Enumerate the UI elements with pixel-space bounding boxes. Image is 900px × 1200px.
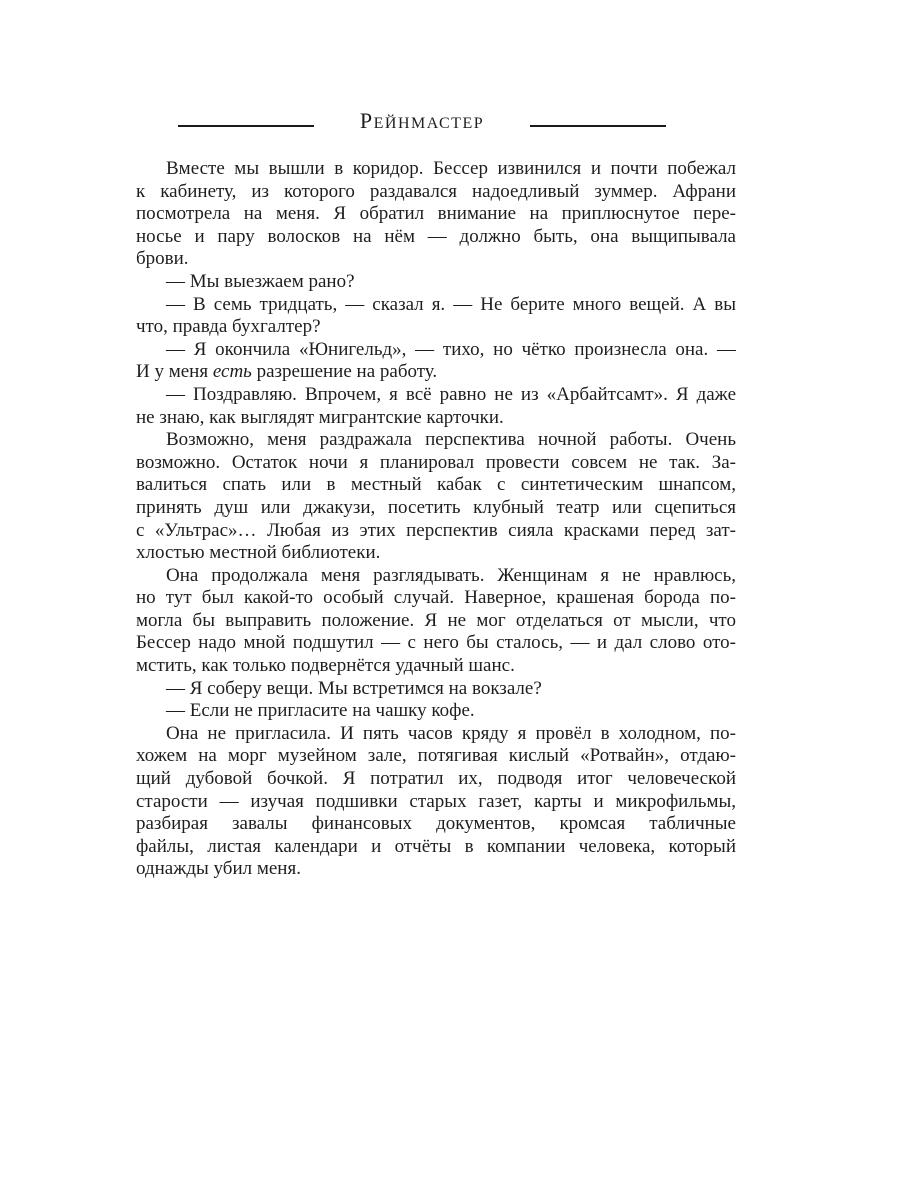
text-line: — Я соберу вещи. Мы встретимся на вокзале? xyxy=(166,677,542,699)
text-line: — Я окончила «Юнигельд», — тихо, но чётко произнесла она. — xyxy=(166,338,736,360)
text-line: мстить, как только подвернётся удачный шанс. xyxy=(136,655,515,677)
text-line: Возможно, меня раздражала перспектива ночной работы. Очень xyxy=(166,429,736,451)
text-line: с «Ультрас»… Любая из этих перспектив сияла красками перед зат- xyxy=(136,519,736,541)
text-line: брови. xyxy=(136,248,189,270)
text-line: посмотрела на меня. Я обратил внимание на приплюснутое пере- xyxy=(136,203,736,225)
text-line: валиться спать или в местный кабак с синтетическим шнапсом, xyxy=(136,474,736,496)
text-line: Вместе мы вышли в коридор. Бессер извинился и почти побежал xyxy=(166,158,736,179)
running-header xyxy=(122,108,722,134)
text-line: принять душ или джакузи, посетить клубный театр или сцепиться xyxy=(136,496,736,518)
running-header-title-initial: Р xyxy=(359,108,374,133)
paragraph xyxy=(136,700,736,723)
text-line: однажды убил меня. xyxy=(136,858,301,880)
header-rule-right xyxy=(530,125,666,127)
paragraph xyxy=(136,565,736,678)
paragraph xyxy=(136,158,736,271)
text-line: носье и пару волосков на нём — должно быть, она выщипывала xyxy=(136,225,736,247)
header-rule-left xyxy=(178,125,314,127)
text-line: разбирая завалы финансовых документов, кромсая табличные xyxy=(136,813,736,835)
text-line: хожем на морг музейном зале, потягивая кислый «Ротвайн», отдаю- xyxy=(136,745,736,767)
paragraph xyxy=(136,723,736,881)
running-header-title xyxy=(360,108,484,134)
paragraph xyxy=(136,271,736,294)
text-line: могла бы выправить положение. Я не мог отделаться от мысли, что xyxy=(136,609,736,631)
paragraph xyxy=(136,678,736,701)
text-line: И у меня есть разрешение на работу. xyxy=(136,361,438,383)
text-line: — Мы выезжаем рано? xyxy=(166,270,355,292)
text-block xyxy=(136,158,736,881)
text-line: — Поздравляю. Впрочем, я всё равно не из «Арбайтсамт». Я даже xyxy=(166,383,736,405)
text-line: к кабинету, из которого раздавался надоедливый зуммер. Афрани xyxy=(136,180,736,202)
text-line: — В семь тридцать, — сказал я. — Не берите много вещей. А вы xyxy=(166,293,736,315)
text-line: Она не пригласила. И пять часов кряду я провёл в холодном, по- xyxy=(166,722,736,744)
text-line: но тут был какой-то особый случай. Наверное, крашеная борода по- xyxy=(136,587,736,609)
text-line: Она продолжала меня разглядывать. Женщинам я не нравлюсь, xyxy=(166,564,736,586)
text-line: не знаю, как выглядят мигрантские карточки. xyxy=(136,406,504,428)
text-line: Бессер надо мной подшутил — с него бы сталось, — и дал слово ото- xyxy=(136,632,736,654)
text-line: — Если не пригласите на чашку кофе. xyxy=(166,700,475,722)
text-line: что, правда бухгалтер? xyxy=(136,316,321,338)
paragraph xyxy=(136,384,736,429)
paragraph xyxy=(136,294,736,339)
text-line: старости — изучая подшивки старых газет, карты и микрофильмы, xyxy=(136,790,736,812)
paragraph xyxy=(136,429,736,565)
text-line: щий дубовой бочкой. Я потратил их, подводя итог человеческой xyxy=(136,768,736,790)
running-header-title-rest: ЕЙНМАСТЕР xyxy=(373,115,485,132)
text-line: возможно. Остаток ночи я планировал провести совсем не так. За- xyxy=(136,451,736,473)
text-line: файлы, листая календари и отчёты в компании человека, который xyxy=(136,835,736,857)
paragraph xyxy=(136,339,736,384)
text-line: хлостью местной библиотеки. xyxy=(136,542,381,564)
